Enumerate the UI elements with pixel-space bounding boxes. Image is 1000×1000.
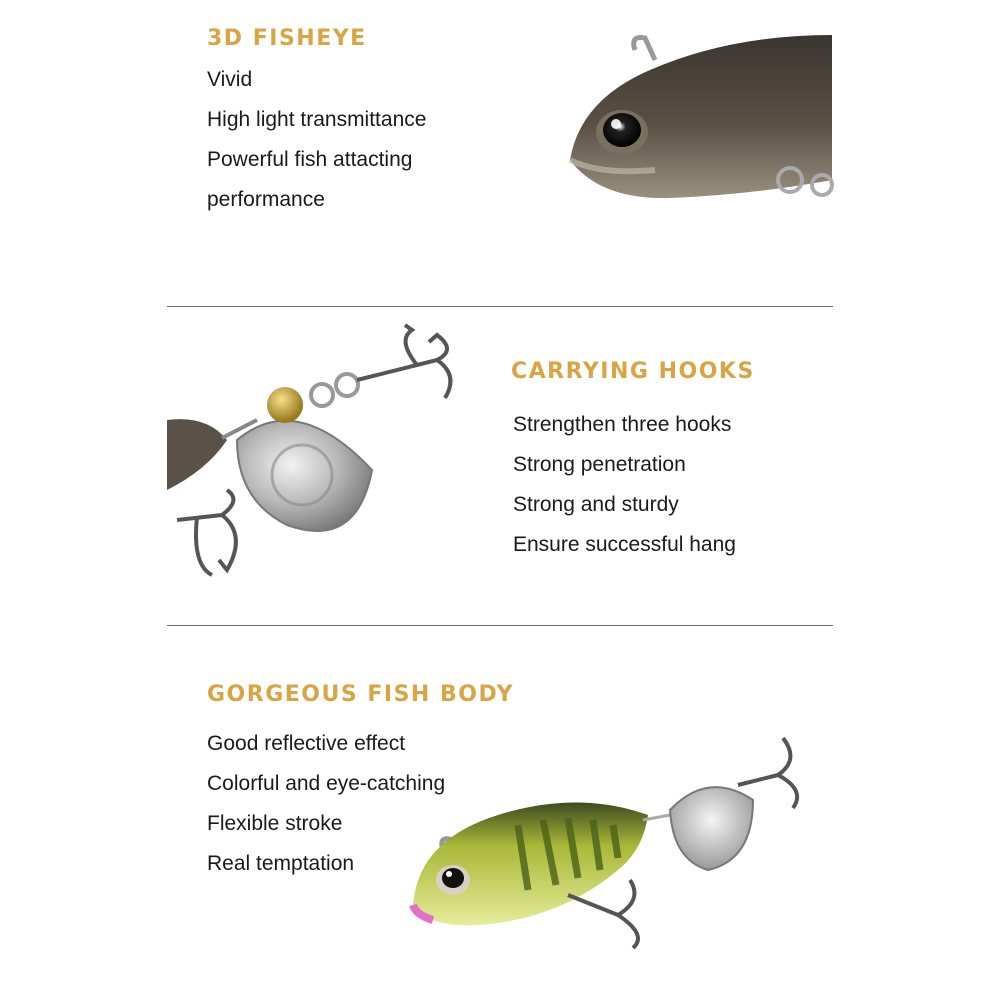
feature-item: Ensure successful hang xyxy=(513,533,736,556)
feature-item: Powerful fish attacting xyxy=(207,148,413,171)
spinner-hooks-image xyxy=(167,320,467,590)
section-divider xyxy=(167,625,833,626)
feature-item: Flexible stroke xyxy=(207,812,343,835)
section-heading: GORGEOUS FISH BODY xyxy=(207,682,515,707)
feature-item: Real temptation xyxy=(207,852,355,875)
feature-item: Vivid xyxy=(207,68,253,91)
feature-list xyxy=(513,405,736,565)
green-lure-image xyxy=(408,730,818,955)
feature-item: Strong and sturdy xyxy=(513,493,679,516)
feature-item: Good reflective effect xyxy=(207,732,406,755)
feature-item: High light transmittance xyxy=(207,108,427,131)
feature-item: performance xyxy=(207,188,325,211)
feature-item: Colorful and eye-catching xyxy=(207,772,446,795)
feature-item: Strengthen three hooks xyxy=(513,413,732,436)
section-heading: 3D FISHEYE xyxy=(207,26,367,51)
feature-item: Strong penetration xyxy=(513,453,686,476)
section-divider xyxy=(167,306,833,307)
section-heading: CARRYING HOOKS xyxy=(511,359,755,384)
lure-head-image xyxy=(560,30,840,210)
feature-list xyxy=(207,60,426,220)
